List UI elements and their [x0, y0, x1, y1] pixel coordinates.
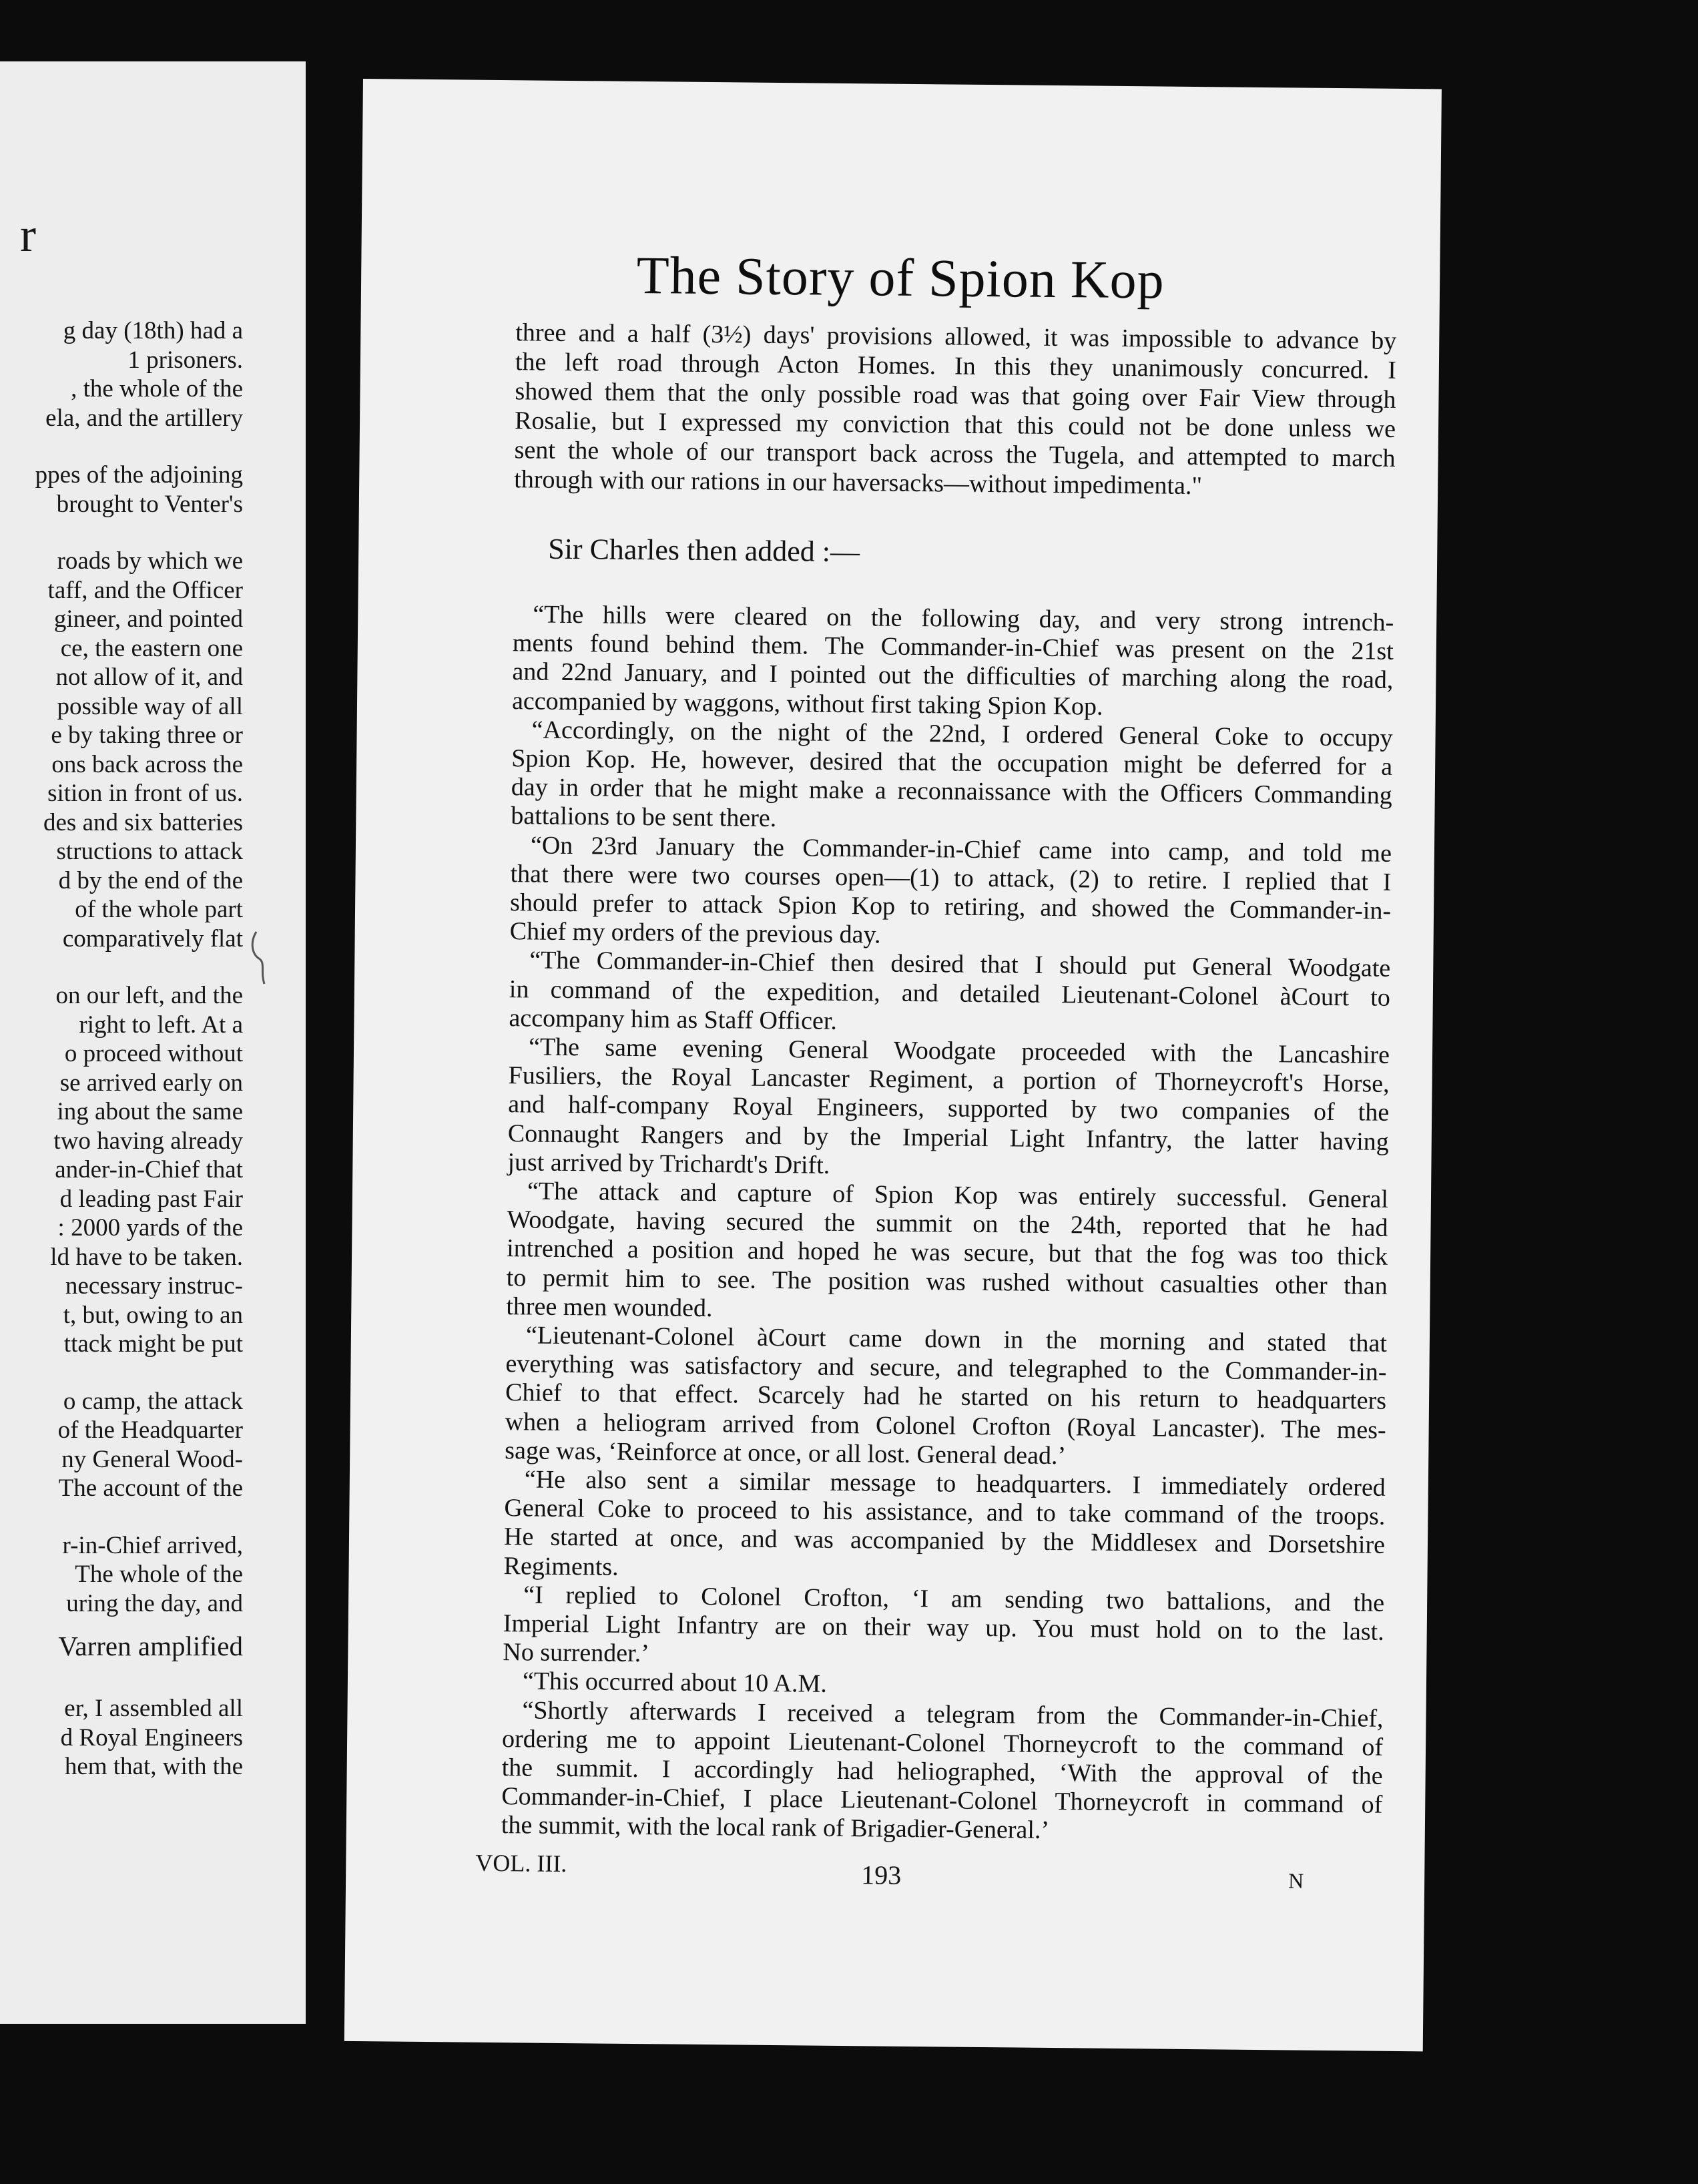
intro-line: Rosalie, but I expressed my conviction that this could not be done unless we — [514, 406, 1396, 443]
body-line: No surrender.’ — [503, 1638, 650, 1668]
left-page-line: t, but, owing to an — [63, 1301, 243, 1329]
left-page-line: d by the end of the — [58, 866, 243, 894]
intro-line: showed them that the only possible road was that going over Fair View through — [515, 377, 1396, 414]
left-page-line: se arrived early on — [59, 1069, 243, 1097]
page-title: The Story of Spion Kop — [636, 246, 1165, 310]
left-page-line: d leading past Fair — [59, 1185, 243, 1213]
left-page-line: sition in front of us. — [47, 780, 243, 807]
left-page-line: ld have to be taken. — [50, 1243, 243, 1271]
signature-mark: N — [1288, 1868, 1304, 1893]
left-page-line: ela, and the artillery — [45, 404, 243, 432]
right-page — [344, 79, 1442, 2051]
left-page-line: , the whole of the — [71, 375, 243, 402]
left-page-line: structions to attack — [56, 838, 243, 865]
body-line: Spion Kop. He, however, desired that the occupation might be deferred for a — [511, 744, 1393, 781]
left-page-line: necessary instruc- — [65, 1272, 243, 1300]
left-page — [0, 61, 306, 2024]
left-page-line: ce, the eastern one — [60, 634, 243, 662]
body-line: battalions to be sent there. — [511, 802, 777, 833]
left-page-line: on our left, and the — [55, 982, 243, 1009]
left-page-subhead: Varren amplified — [58, 1631, 243, 1661]
body-line: “The same evening General Woodgate proceeded with the Lancashire — [528, 1033, 1390, 1069]
left-page-line: of the Headquarter — [57, 1416, 243, 1444]
body-line: sage was, ‘Reinforce at once, or all lost. General dead.’ — [505, 1436, 1067, 1470]
left-page-line: g day (18th) had a — [63, 317, 243, 344]
left-page-line: ny General Wood- — [61, 1445, 243, 1473]
body-line: Fusiliers, the Royal Lancaster Regiment, a portion of Thorneycroft's Horse, — [508, 1061, 1390, 1099]
left-page-line: er, I assembled all — [64, 1695, 243, 1722]
body-line: the summit, with the local rank of Brigadier-General.’ — [501, 1811, 1050, 1845]
left-page-line: d Royal Engineers — [60, 1723, 243, 1751]
body-line: just arrived by Trichardt's Drift. — [507, 1147, 830, 1179]
left-page-line: ppes of the adjoining — [35, 461, 243, 489]
body-line: accompany him as Staff Officer. — [509, 1003, 838, 1035]
body-line: intrenched a position and hoped he was secure, but that the fog was too thick — [506, 1234, 1388, 1272]
body-line: that there were two courses open—(1) to attack, (2) to retire. I replied that I — [510, 859, 1392, 896]
left-page-line: two having already — [53, 1127, 243, 1155]
body-line: and 22nd January, and I pointed out the difficulties of marching along the road, — [512, 657, 1394, 695]
left-page-line: of the whole part — [75, 896, 243, 923]
body-line: ordering me to appoint Lieutenant-Colonel Thorneycroft to the command of — [501, 1724, 1384, 1761]
body-line: “This occurred about 10 A.M. — [522, 1667, 828, 1699]
intro-line: the left road through Acton Homes. In this they unanimously concurred. I — [515, 348, 1397, 384]
left-page-line: right to left. At a — [79, 1011, 243, 1039]
left-page-line: hem that, with the — [64, 1753, 243, 1780]
intro-line: sent the whole of our transport back across the Tugela, and attempted to march — [514, 436, 1396, 473]
body-line: Woodgate, having secured the summit on the 24th, reported that he had — [507, 1205, 1388, 1243]
left-page-line: brought to Venter's — [56, 490, 243, 518]
left-page-line: comparatively flat — [62, 924, 243, 952]
body-line: and half-company Royal Engineers, supported by two companies of the — [508, 1090, 1390, 1127]
body-line: “Lieutenant-Colonel àCourt came down in the morning and stated that — [525, 1321, 1388, 1358]
left-page-line: ons back across the — [51, 750, 243, 778]
left-page-line: o proceed without — [64, 1040, 243, 1067]
left-page-line: The account of the — [58, 1474, 243, 1502]
left-page-line: o camp, the attack — [63, 1387, 243, 1415]
left-page-line: : 2000 yards of the — [57, 1214, 243, 1242]
page-number: 193 — [860, 1860, 902, 1890]
body-line: everything was satisfactory and secure, and telegraphed to the Commander-in- — [505, 1350, 1387, 1386]
body-line: “I replied to Colonel Crofton, ‘I am sending two battalions, and the — [523, 1581, 1385, 1617]
body-line: He started at once, and was accompanied by the Middlesex and Dorsetshire — [503, 1523, 1386, 1560]
body-line: “On 23rd January the Commander-in-Chief came into camp, and told me — [530, 831, 1392, 868]
body-line: “He also sent a similar message to headquarters. I immediately ordered — [524, 1465, 1386, 1502]
left-page-line: 1 prisoners. — [127, 346, 243, 374]
left-page-line: ander-in-Chief that — [55, 1156, 243, 1183]
body-line: when a heliogram arrived from Colonel Crofton (Royal Lancaster). The mes- — [505, 1407, 1386, 1444]
body-line: day in order that he might make a reconnaissance with the Officers Commanding — [511, 773, 1392, 810]
left-page-line: ing about the same — [57, 1098, 243, 1125]
left-page-line: possible way of all — [57, 692, 243, 720]
body-line: “The hills were cleared on the following day, and very strong intrench- — [533, 600, 1394, 637]
body-line: General Coke to proceed to his assistance, and to take command of the troops. — [504, 1494, 1386, 1531]
body-line: the summit. I accordingly had heliographed, ‘With the approval of the — [501, 1753, 1383, 1790]
body-line: three men wounded. — [506, 1292, 713, 1322]
left-page-line: The whole of the — [75, 1561, 243, 1588]
left-page-line: taff, and the Officer — [47, 576, 243, 604]
body-line: should prefer to attack Spion Kop to retiring, and showed the Commander-in- — [509, 888, 1392, 925]
left-page-line: uring the day, and — [66, 1589, 243, 1617]
intro-line: through with our rations in our haversacks—without impedimenta." — [514, 465, 1203, 501]
body-line: “The attack and capture of Spion Kop was entirely successful. General — [527, 1177, 1389, 1213]
section-subhead: Sir Charles then added :— — [548, 532, 860, 569]
body-line: Regiments. — [503, 1551, 619, 1581]
body-line: “The Commander-in-Chief then desired that I should put General Woodgate — [529, 946, 1391, 983]
left-page-line: roads by which we — [57, 547, 243, 575]
body-line: Connaught Rangers and by the Imperial Light Infantry, the latter having — [507, 1119, 1389, 1156]
body-line: “Shortly afterwards I received a telegram from the Commander-in-Chief, — [522, 1695, 1384, 1733]
left-page-heading: r — [20, 208, 36, 262]
body-line: Chief my orders of the previous day. — [509, 917, 881, 949]
body-line: in command of the expedition, and detailed Lieutenant-Colonel àCourt to — [509, 975, 1391, 1012]
body-line: Imperial Light Infantry are on their way up. You must hold on to the last. — [503, 1609, 1384, 1646]
left-page-line: r-in-Chief arrived, — [62, 1531, 243, 1559]
body-line: “Accordingly, on the night of the 22nd, I ordered General Coke to occupy — [531, 716, 1393, 752]
left-page-line: gineer, and pointed — [53, 605, 243, 633]
left-page-line: e by taking three or — [51, 722, 243, 749]
left-page-line: not allow of it, and — [55, 663, 243, 691]
left-page-line: des and six batteries — [43, 808, 243, 836]
body-line: Chief to that effect. Scarcely had he started on his return to headquarters — [505, 1378, 1387, 1416]
left-page-line: ttack might be put — [63, 1330, 243, 1358]
intro-line: three and a half (3½) days' provisions allowed, it was impossible to advance by — [515, 318, 1397, 355]
body-line: Commander-in-Chief, I place Lieutenant-Colonel Thorneycroft in command of — [501, 1782, 1383, 1819]
volume-label: VOL. III. — [475, 1849, 567, 1878]
body-line: accompanied by waggons, without first taking Spion Kop. — [511, 686, 1103, 721]
body-line: ments found behind them. The Commander-in-Chief was present on the 21st — [512, 629, 1394, 666]
pencil-mark — [247, 928, 276, 988]
body-line: to permit him to see. The position was rushed without casualties other than — [506, 1263, 1388, 1300]
